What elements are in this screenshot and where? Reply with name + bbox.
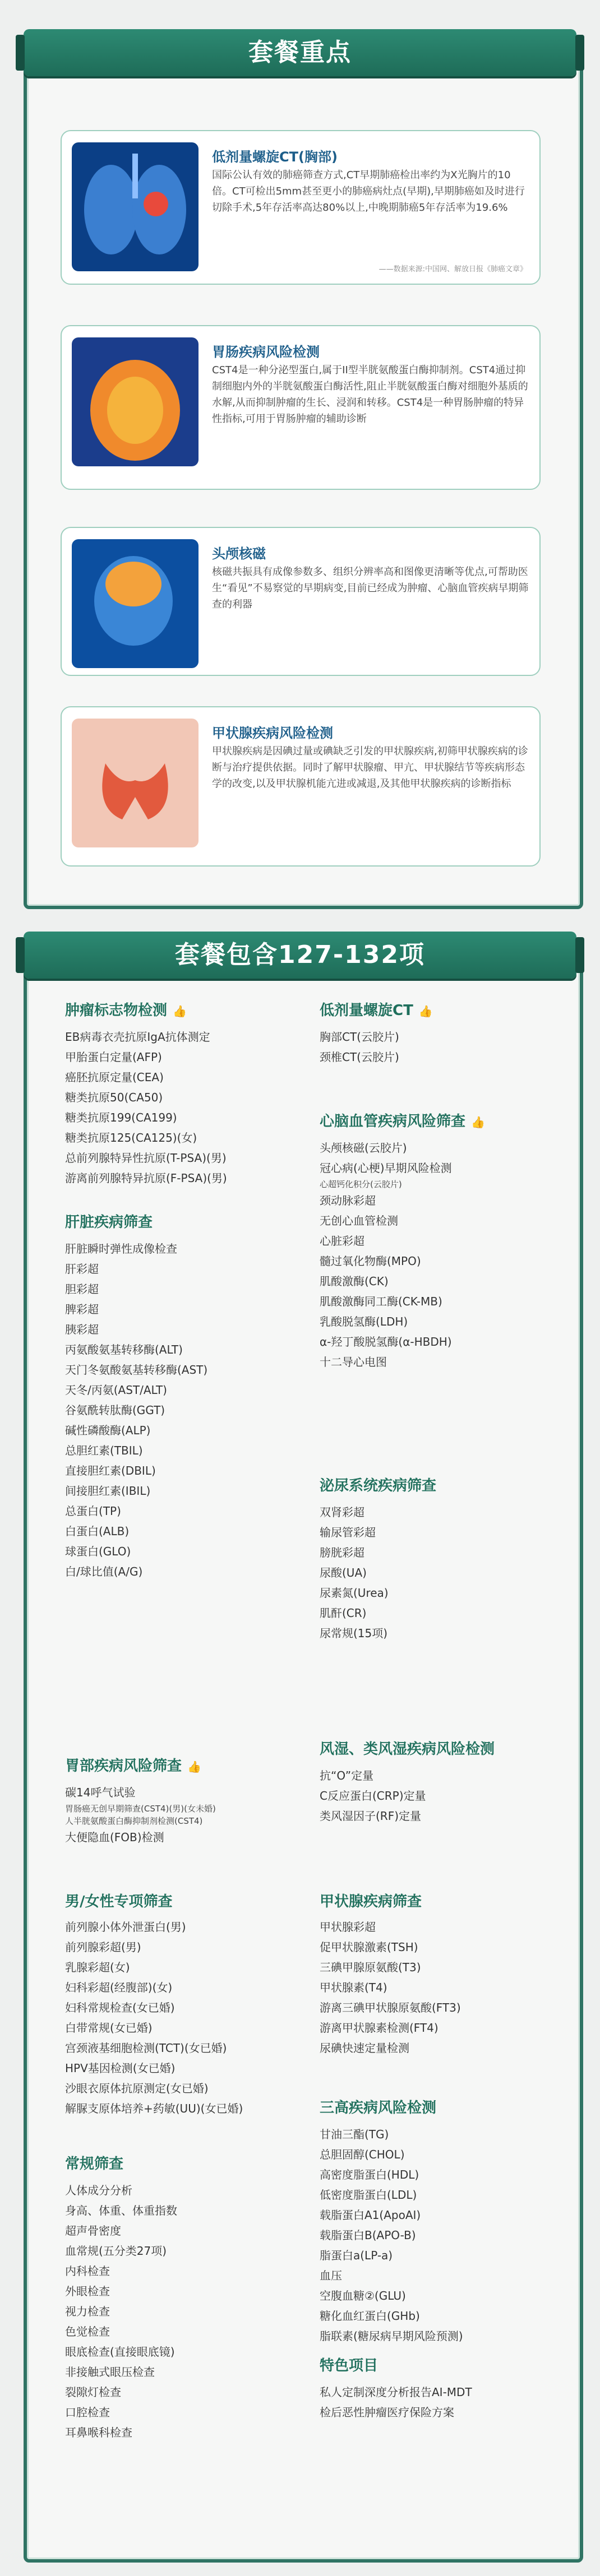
list-item: 裂隙灯检查 xyxy=(65,2385,121,2399)
list-item: 载脂蛋白A1(ApoAI) xyxy=(320,2208,421,2222)
list-item: 白/球比值(A/G) xyxy=(65,1565,143,1578)
list-item: 癌胚抗原定量(CEA) xyxy=(65,1071,164,1084)
list-item: 尿酸(UA) xyxy=(320,1566,367,1579)
item-list xyxy=(320,1027,399,1067)
item-list xyxy=(65,1239,207,1582)
card-thyroid xyxy=(61,706,541,867)
list-item: 血压 xyxy=(320,2269,342,2282)
card-text: 核磁共振具有成像参数多、组织分辨率高和图像更清晰等优点,可帮助医生“看见”不易察觉的早期病变,目前已经成为肿瘤、心脑血管疾病早期筛查的利器 xyxy=(212,566,529,610)
list-item: 碳14呼气试验 xyxy=(65,1786,136,1799)
list-item: 三碘甲腺原氨酸(T3) xyxy=(320,1961,421,1974)
package-banner: 套餐包含127-132项 xyxy=(24,932,576,979)
list-item: 白带常规(女已婚) xyxy=(65,2021,153,2035)
list-item: 空腹血糖②(GLU) xyxy=(320,2289,406,2302)
section-title: 泌尿系统疾病筛查 xyxy=(320,1477,437,1494)
card-lung-ct xyxy=(61,130,541,285)
list-item: 天门冬氨酸氨基转移酶(AST) xyxy=(65,1363,208,1377)
item-list xyxy=(65,1782,216,1847)
item-list xyxy=(320,2382,472,2422)
list-item: 心脏彩超 xyxy=(320,1234,364,1248)
thumbs-up-icon: 👍 xyxy=(471,1115,485,1129)
list-item: 甘油三酯(TG) xyxy=(320,2128,389,2141)
item-list xyxy=(320,1766,426,1826)
list-item: 游离甲状腺素检测(FT4) xyxy=(320,2021,439,2035)
section-title: 风湿、类风湿疾病风险检测 xyxy=(320,1741,495,1758)
list-item: 谷氨酰转肽酶(GGT) xyxy=(65,1403,165,1417)
card-title: 低剂量螺旋CT(胸部) xyxy=(212,149,338,165)
highlights-banner: 套餐重点 xyxy=(24,29,576,76)
list-item: 妇科彩超(经腹部)(女) xyxy=(65,1981,173,1994)
list-item: 脾彩超 xyxy=(65,1303,99,1316)
list-item: 身高、体重、体重指数 xyxy=(65,2204,177,2217)
list-item: 头颅核磁(云胶片) xyxy=(320,1141,407,1155)
list-item: 尿常规(15项) xyxy=(320,1627,388,1640)
list-item: 脂蛋白a(LP-a) xyxy=(320,2249,393,2262)
card-title: 甲状腺疾病风险检测 xyxy=(212,725,333,741)
list-item: 视力检查 xyxy=(65,2305,110,2318)
list-item: 心超钙化积分(云胶片) xyxy=(320,1179,402,1189)
list-item: 胰彩超 xyxy=(65,1323,99,1336)
list-item: 间接胆红素(IBIL) xyxy=(65,1484,151,1498)
list-item: 沙眼衣原体抗原测定(女已婚) xyxy=(65,2082,209,2095)
list-item: 非接触式眼压检查 xyxy=(65,2365,155,2379)
stomach-image xyxy=(72,337,199,466)
section-title: 肿瘤标志物检测 👍 xyxy=(65,1002,187,1019)
list-item: 糖类抗原50(CA50) xyxy=(65,1091,163,1104)
list-item: 丙氨酸氨基转移酶(ALT) xyxy=(65,1343,183,1356)
list-item: 胸部CT(云胶片) xyxy=(320,1030,399,1044)
list-item: 肝彩超 xyxy=(65,1262,99,1276)
list-item: 低密度脂蛋白(LDL) xyxy=(320,2188,417,2202)
list-item: 十二导心电图 xyxy=(320,1355,387,1369)
list-item: 肌酐(CR) xyxy=(320,1606,367,1620)
section-title: 常规筛查 xyxy=(65,2156,124,2172)
list-item: 人体成分分析 xyxy=(65,2184,132,2197)
list-item: 球蛋白(GLO) xyxy=(65,1545,131,1558)
section-title: 肝脏疾病筛查 xyxy=(65,1214,153,1231)
list-item: 妇科常规检查(女已婚) xyxy=(65,2001,175,2014)
list-item: 总蛋白(TP) xyxy=(65,1504,121,1518)
list-item: 甲胎蛋白定量(AFP) xyxy=(65,1050,162,1064)
list-item: 直接胆红素(DBIL) xyxy=(65,1464,156,1477)
thumbs-up-icon: 👍 xyxy=(173,1004,187,1018)
list-item: 肌酸激酶同工酶(CK-MB) xyxy=(320,1295,442,1308)
list-item: 白蛋白(ALB) xyxy=(65,1525,130,1538)
list-item: α-羟丁酸脱氢酶(α-HBDH) xyxy=(320,1335,452,1349)
list-item: 糖化血红蛋白(GHb) xyxy=(320,2309,420,2323)
card-head-mri xyxy=(61,527,541,676)
list-item: 碱性磷酸酶(ALP) xyxy=(65,1424,151,1437)
list-item: 血常规(五分类27项) xyxy=(65,2244,167,2258)
list-item: 尿素氮(Urea) xyxy=(320,1586,389,1600)
card-text: 甲状腺疾病是因碘过量或碘缺乏引发的甲状腺疾病,初筛甲状腺疾病的诊断与治疗提供依据。同时了解甲状腺瘤、甲亢、甲状腺结节等疾病形态学的改变,以及甲状腺机能亢进或减退,及其他甲状腺疾病的诊断指标 xyxy=(212,745,528,790)
list-item: 外眼检查 xyxy=(65,2285,110,2298)
list-item: 类风湿因子(RF)定量 xyxy=(320,1809,422,1823)
list-item: 游离前列腺特异抗原(F-PSA)(男) xyxy=(65,1171,227,1185)
list-item: 甲状腺彩超 xyxy=(320,1920,376,1934)
list-item: C反应蛋白(CRP)定量 xyxy=(320,1789,426,1803)
list-item: 前列腺彩超(男) xyxy=(65,1940,141,1954)
section-title: 三高疾病风险检测 xyxy=(320,2100,437,2116)
list-item: 双肾彩超 xyxy=(320,1505,364,1519)
section-title: 甲状腺疾病筛查 xyxy=(320,1893,422,1910)
card-source: ——数据来源:中国网、解放日报《肺癌文章》 xyxy=(379,265,527,274)
card-title: 胃肠疾病风险检测 xyxy=(212,344,320,360)
section-title: 心脑血管疾病风险筛查 👍 xyxy=(320,1113,485,1130)
list-item: 尿碘快速定量检测 xyxy=(320,2041,409,2055)
list-item: 检后恶性肿瘤医疗保险方案 xyxy=(320,2406,454,2419)
item-list xyxy=(320,2124,463,2346)
list-item: 颈椎CT(云胶片) xyxy=(320,1050,399,1064)
section-title: 特色项目 xyxy=(320,2357,379,2374)
thyroid-image xyxy=(72,719,199,847)
list-item: 促甲状腺激素(TSH) xyxy=(320,1940,418,1954)
list-item: 色觉检查 xyxy=(65,2325,110,2338)
section-title: 男/女性专项筛查 xyxy=(65,1893,173,1910)
list-item: 甲状腺素(T4) xyxy=(320,1981,387,1994)
thumbs-up-icon: 👍 xyxy=(418,1004,433,1018)
list-item: 肝脏瞬时弹性成像检查 xyxy=(65,1242,177,1255)
section-title: 胃部疾病风险筛查 👍 xyxy=(65,1758,201,1775)
list-item: 总胆固醇(CHOL) xyxy=(320,2148,405,2161)
list-item: 游离三碘甲状腺原氨酸(FT3) xyxy=(320,2001,461,2014)
list-item: 大便隐血(FOB)检测 xyxy=(65,1831,164,1844)
list-item: 前列腺小体外泄蛋白(男) xyxy=(65,1920,186,1934)
list-item: 抗“O”定量 xyxy=(320,1769,374,1782)
list-item: 无创心血管检测 xyxy=(320,1214,398,1227)
list-item: 乳酸脱氢酶(LDH) xyxy=(320,1315,408,1328)
list-item: 超声骨密度 xyxy=(65,2224,121,2237)
item-list xyxy=(320,1917,461,2058)
thumbs-up-icon: 👍 xyxy=(187,1760,201,1773)
list-item: 口腔检查 xyxy=(65,2406,110,2419)
list-item: EB病毒衣壳抗原IgA抗体测定 xyxy=(65,1030,210,1044)
list-item: 宫颈液基细胞检测(TCT)(女已婚) xyxy=(65,2041,227,2055)
list-item: 糖类抗原125(CA125)(女) xyxy=(65,1131,197,1145)
list-item: 糖类抗原199(CA199) xyxy=(65,1111,177,1124)
list-item: 冠心病(心梗)早期风险检测 xyxy=(320,1161,452,1175)
list-item: 输尿管彩超 xyxy=(320,1526,376,1539)
item-list xyxy=(65,1027,227,1188)
list-item: 髓过氧化物酶(MPO) xyxy=(320,1254,421,1268)
item-list xyxy=(320,1138,452,1372)
list-item: 脂联素(糖尿病早期风险预测) xyxy=(320,2329,463,2343)
list-item: 载脂蛋白B(APO-B) xyxy=(320,2228,416,2242)
card-gastro xyxy=(61,325,541,490)
list-item: 眼底检查(直接眼底镜) xyxy=(65,2345,175,2359)
section-title: 低剂量螺旋CT 👍 xyxy=(320,1002,433,1019)
list-item: 高密度脂蛋白(HDL) xyxy=(320,2168,419,2181)
brain-image xyxy=(72,539,199,668)
list-item: 耳鼻喉科检查 xyxy=(65,2426,132,2439)
list-item: 内科检查 xyxy=(65,2264,110,2278)
list-item: 乳腺彩超(女) xyxy=(65,1961,130,1974)
card-title: 头颅核磁 xyxy=(212,546,266,562)
list-item: HPV基因检测(女已婚) xyxy=(65,2061,176,2075)
list-item: 颈动脉彩超 xyxy=(320,1194,376,1207)
list-item: 总前列腺特异性抗原(T-PSA)(男) xyxy=(65,1151,227,1165)
list-item: 私人定制深度分析报告AI-MDT xyxy=(320,2385,472,2399)
item-list xyxy=(320,1502,389,1643)
item-list xyxy=(65,2180,177,2443)
list-item: 天冬/丙氨(AST/ALT) xyxy=(65,1383,167,1397)
list-item: 总胆红素(TBIL) xyxy=(65,1444,143,1457)
list-item: 胆彩超 xyxy=(65,1282,99,1296)
lung-image xyxy=(72,142,199,271)
list-item: 胃肠癌无创早期筛查(CST4)(男)(女未婚) 人半胱氨酸蛋白酶抑制剂检测(CST4) xyxy=(65,1804,216,1826)
list-item: 解脲支原体培养+药敏(UU)(女已婚) xyxy=(65,2102,243,2115)
item-list xyxy=(65,1917,243,2119)
list-item: 肌酸激酶(CK) xyxy=(320,1275,389,1288)
card-text: CST4是一种分泌型蛋白,属于II型半胱氨酸蛋白酶抑制剂。CST4通过抑制细胞内外的半胱氨酸蛋白酶活性,阻止半胱氨酸蛋白酶对细胞外基质的水解,从而抑制肿瘤的生长、浸润和转移。CST4是一种胃肠肿瘤的特异性指标,可用于胃肠肿瘤的辅助诊断 xyxy=(212,364,528,425)
list-item: 膀胱彩超 xyxy=(320,1546,364,1559)
card-text: 国际公认有效的肺癌筛查方式,CT早期肺癌检出率约为X光胸片的10倍。CT可检出5mm甚至更小的肺癌病灶点(早期),早期肺癌如及时进行切除手术,5年存活率高达80%以上,中晚期肺癌5年存活率为19.6% xyxy=(212,169,525,214)
